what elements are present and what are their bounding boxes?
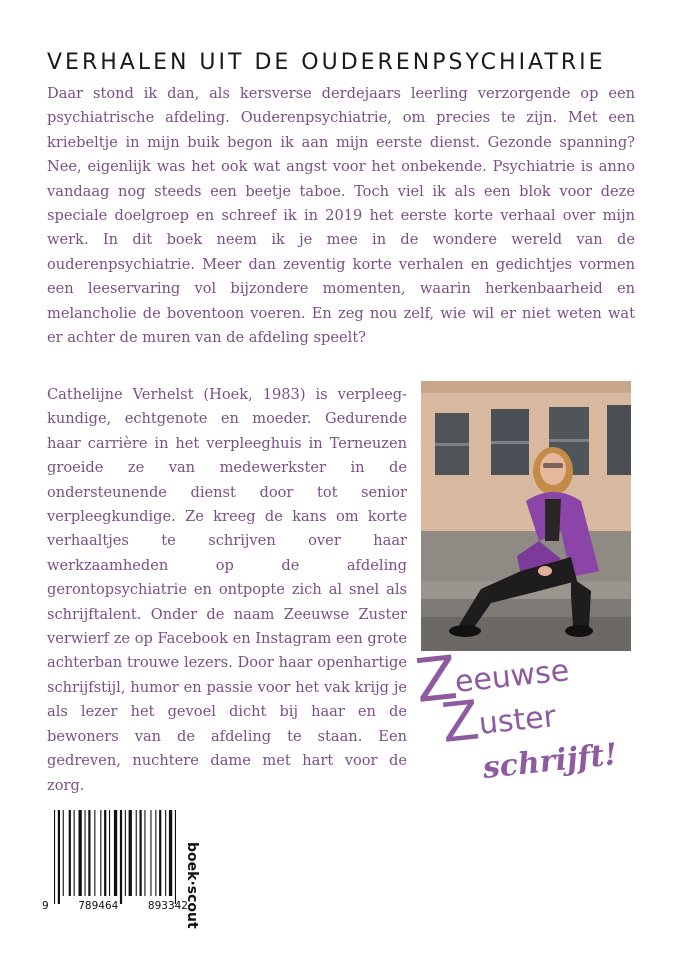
barcode-digit-first: 9 xyxy=(42,900,49,912)
barcode-bar xyxy=(104,810,106,896)
svg-text:schrijft!: schrijft! xyxy=(481,737,620,786)
barcode-bar xyxy=(165,810,166,896)
barcode-bar xyxy=(63,810,64,896)
barcode-bar xyxy=(155,810,156,896)
author-photo xyxy=(421,381,631,651)
barcode-bar xyxy=(85,810,86,896)
barcode-bar xyxy=(136,810,137,896)
barcode-bar xyxy=(79,810,82,896)
book-title: VERHALEN UIT DE OUDERENPSYCHIATRIE xyxy=(47,50,606,75)
barcode-bar xyxy=(54,810,55,904)
barcode-bar xyxy=(109,810,110,896)
svg-text:uster: uster xyxy=(477,699,558,742)
zeeuwse-zuster-logo xyxy=(412,640,652,790)
barcode-bar xyxy=(129,810,132,896)
barcode-bar xyxy=(144,810,145,896)
barcode-digits xyxy=(42,900,188,912)
svg-text:eeuwse: eeuwse xyxy=(453,653,571,700)
barcode-bar xyxy=(175,810,176,904)
barcode-digit-group1: 789464 xyxy=(78,900,119,912)
barcode-bar xyxy=(125,810,126,896)
barcode-bar xyxy=(94,810,95,896)
svg-text:Z: Z xyxy=(412,643,461,717)
barcode-bar xyxy=(120,810,122,904)
barcode-bar xyxy=(114,810,117,896)
barcode-bar xyxy=(69,810,71,896)
book-blurb: Daar stond ik dan, als kersverse derdejaars leerling verzorgende op een psychiatrische afdeling. Ouderenpsychiatrie, om precies te zijn. Met een kriebeltje in mijn buik begon ik aan mijn eerste dienst. Gezonde spanning? Nee, eigenlijk was het ook wat angst voor het onbekende. Psychiatrie is anno vandaag nog steeds een beetje taboe. Toch viel ik als een blok voor deze speciale doelgroep en schreef ik in 2019 het eerste korte verhaal over mijn werk. In dit boek neem ik je mee in de wondere wereld van de ouderenpsychiatrie. Meer dan zeventig korte verhalen en gedichtjes vormen een leeservaring vol bijzondere momenten, waarin herkenbaarheid en melancholie de boventoon voeren. En zeg nou zelf, wie wil er niet weten wat er achter de muren van de afdeling speelt? xyxy=(47,85,635,347)
author-bio: Cathelijne Verhelst (Hoek, 1983) is verpleeg-kundige, echtgenote en moeder. Gedurende haar carrière in het verpleeghuis in Terneuzen groeide ze van medewerkster in de ondersteunende dienst door tot senior verpleegkundige. Ze kreeg de kans om korte verhaaltjes te schrijven over haar werkzaamheden op de afdeling gerontopsychiatrie en ontpopte zich al snel als schrijftalent. Onder de naam Zeeuwse Zuster verwierf ze op Facebook en Instagram een grote achterban trouwe lezers. Door haar openhartige schrijfstijl, humor en passie voor het vak krijg je als lezer het gevoel dicht bij haar en de bewoners van de afdeling te staan. Een gedreven, nuchtere dame met hart voor de zorg. xyxy=(47,386,407,794)
barcode-bar xyxy=(169,810,172,896)
barcode-bar xyxy=(58,810,60,904)
barcode-bar xyxy=(150,810,151,896)
publisher-logo: boek·scout xyxy=(184,842,200,929)
barcode-bar xyxy=(140,810,142,896)
barcode-bar xyxy=(74,810,75,896)
barcode-bar xyxy=(88,810,90,896)
barcode-digit-group2: 893342 xyxy=(147,900,188,912)
svg-text:Z: Z xyxy=(438,688,483,755)
barcode-bar xyxy=(159,810,161,896)
barcode-bar xyxy=(100,810,101,896)
